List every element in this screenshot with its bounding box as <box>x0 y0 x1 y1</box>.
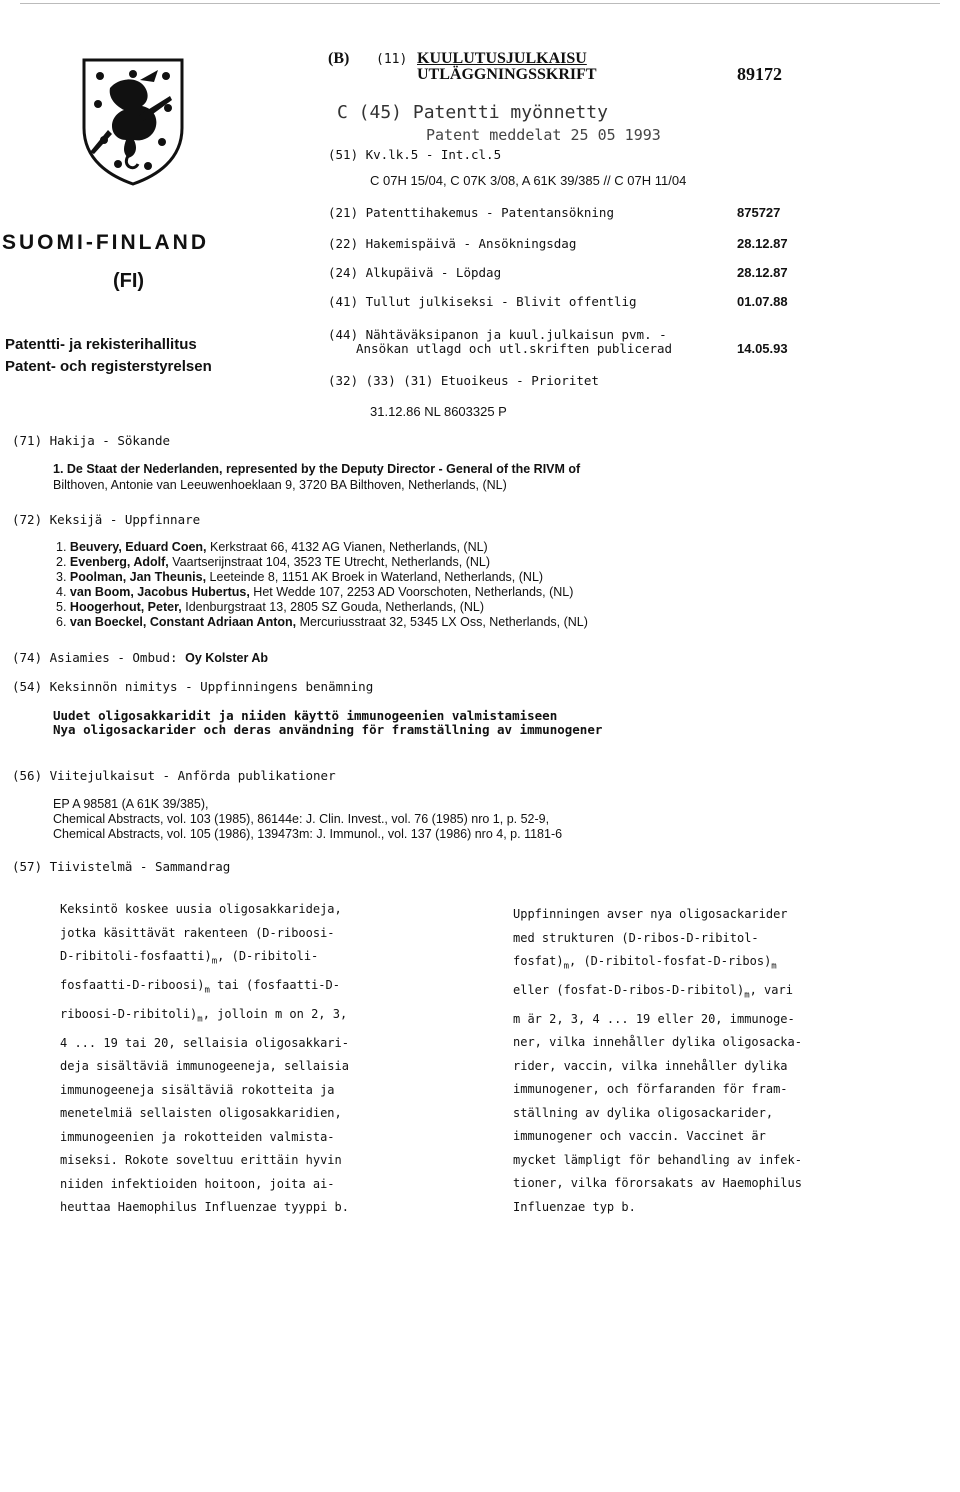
field-21-label: (21) Patenttihakemus - Patentansökning <box>328 205 614 220</box>
field-11: (11) <box>376 52 408 67</box>
abstract-sv-line: eller $(fosfat-D-ribos-D-ribitol)_m$, vari <box>513 982 793 1001</box>
abstract-fi-line: niiden infektioiden hoitoon, joita ai- <box>60 1176 335 1191</box>
abstract-fi-line: heuttaa Haemophilus Influenzae tyyppi b. <box>60 1200 349 1215</box>
invention-title-sv: Nya oligosackarider och deras användning för framställning av immunogener <box>53 722 603 737</box>
doc-type-code: (B) <box>328 50 350 67</box>
abstract-fi-line: Keksintö koskee uusia oligosakkarideja, <box>60 902 342 916</box>
agent-line: (74) Asiamies - Ombud: Oy Kolster Ab <box>12 650 268 665</box>
field-41-value: 01.07.88 <box>737 294 788 309</box>
country-name: SUOMI-FINLAND <box>2 231 209 254</box>
field-21-value: 875727 <box>737 205 781 220</box>
abstract-sv-line: Uppfinningen avser nya oligosackarider <box>513 907 788 921</box>
abstract-fi-line: fosfaatti-$D-riboosi)_m$ tai (fosfaatti-D- <box>60 977 340 996</box>
invention-title-fi: Uudet oligosakkaridit ja niiden käyttö immunogeenien valmistamiseen <box>53 708 558 723</box>
office-name-sv: Patent- och registerstyrelsen <box>5 358 212 375</box>
grant-line-2: Patent meddelat 25 05 1993 <box>426 126 661 144</box>
abstract-sv-line: ner, vilka innehåller dylika oligosacka- <box>513 1035 802 1050</box>
abstract-fi-line: immunogeeneja sisältäviä rokotteita ja <box>60 1082 335 1097</box>
grant-line: C (45) Patentti myönnetty <box>337 102 608 123</box>
field-44-label: (44) Nähtäväksipanon ja kuul.julkaisun pvm. - <box>328 327 667 342</box>
field-44-label-2: Ansökan utlagd och utl.skriften publicerad <box>356 341 673 356</box>
abstract-sv-line: ställning av dylika oligosackarider, <box>513 1105 774 1120</box>
office-name-fi: Patentti- ja rekisterihallitus <box>5 336 197 353</box>
coat-of-arms-emblem <box>78 56 188 186</box>
field-44-value: 14.05.93 <box>737 341 788 356</box>
inventor-2: 2. Evenberg, Adolf, Vaartserijnstraat 104, 3523 TE Utrecht, Netherlands, (NL) <box>56 555 490 569</box>
abstract-fi-line: miseksi. Rokote soveltuu erittäin hyvin <box>60 1153 342 1168</box>
applicant-line-2: Bilthoven, Antonie van Leeuwenhoeklaan 9, 3720 BA Bilthoven, Netherlands, (NL) <box>53 478 507 492</box>
title-label: (54) Keksinnön nimitys - Uppfinningens benämning <box>12 679 374 694</box>
country-code: (FI) <box>113 270 145 292</box>
abstract-sv <box>513 903 802 1219</box>
abstract-fi-line: riboosi-$D-ribitoli)_m$, jolloin m on 2, 3, <box>60 1006 348 1025</box>
citation-3: Chemical Abstracts, vol. 105 (1986), 139473m: J. Immunol., vol. 137 (1986) nro 4, p. 1181-6 <box>53 827 563 841</box>
abstract-sv-line: mycket lämpligt för behandling av infek- <box>513 1152 802 1167</box>
inventor-6: 6. van Boeckel, Constant Adriaan Anton, Mercuriusstraat 32, 5345 LX Oss, Netherlands, (NL) <box>56 615 588 629</box>
title-sv: UTLÄGGNINGSSKRIFT <box>417 66 597 83</box>
abstract-sv-line: immunogener och vaccin. Vaccinet är <box>513 1129 766 1144</box>
field-51: (51) Kv.lk.5 - Int.cl.5 <box>328 147 502 162</box>
abstract-sv-line: Influenzae typ b. <box>513 1199 636 1214</box>
abstract-sv-line: immunogener, och förfaranden för fram- <box>513 1082 788 1097</box>
abstract-sv-line: rider, vaccin, vilka innehåller dylika <box>513 1058 788 1073</box>
lion-shield-icon <box>78 56 188 186</box>
abstract-fi-line: jotka käsittävät rakenteen (D-riboosi- <box>60 925 335 940</box>
citation-2: Chemical Abstracts, vol. 103 (1985), 86144e: J. Clin. Invest., vol. 76 (1985) nro 1, p. 52-9, <box>53 812 550 826</box>
inventor-1: 1. Beuvery, Eduard Coen, Kerkstraat 66, 4132 AG Vianen, Netherlands, (NL) <box>56 540 488 554</box>
publication-number: 89172 <box>737 64 782 84</box>
field-22-label: (22) Hakemispäivä - Ansökningsdag <box>328 236 577 251</box>
field-32-label: (32) (33) (31) Etuoikeus - Prioritet <box>328 373 599 388</box>
field-41-label: (41) Tullut julkiseksi - Blivit offentlig <box>328 294 637 309</box>
priority-value: 31.12.86 NL 8603325 P <box>370 404 507 419</box>
field-22-value: 28.12.87 <box>737 236 788 251</box>
abstract-sv-line: m är 2, 3, 4 ... 19 eller 20, immunoge- <box>513 1011 795 1026</box>
abstract-sv-line: tioner, vilka förorsakats av Haemophilus <box>513 1176 802 1191</box>
abstract-label: (57) Tiivistelmä - Sammandrag <box>12 859 231 874</box>
inventor-4: 4. van Boom, Jacobus Hubertus, Het Wedde 107, 2253 AD Voorschoten, Netherlands, (NL) <box>56 585 574 599</box>
abstract-fi-line: 4 ... 19 tai 20, sellaisia oligosakkari- <box>60 1035 349 1050</box>
abstract-fi-line: deja sisältäviä immunogeeneja, sellaisia <box>60 1059 349 1074</box>
citations-label: (56) Viitejulkaisut - Anförda publikationer <box>12 768 336 783</box>
citation-1: EP A 98581 (A 61K 39/385), <box>53 797 209 811</box>
field-24-value: 28.12.87 <box>737 265 788 280</box>
abstract-sv-line: $fosfat)_m$, $(D-ribitol-fosfat-D-ribos)_m$ <box>513 954 777 972</box>
abstract-fi-line: $D-ribitoli-fosfaatti)_m$, (D-ribitoli- <box>60 949 319 967</box>
top-rule <box>20 3 940 4</box>
classifications: C 07H 15/04, C 07K 3/08, A 61K 39/385 // C 07H 11/04 <box>370 173 687 188</box>
abstract-fi-line: immunogeenien ja rokotteiden valmista- <box>60 1129 335 1144</box>
abstract-fi-line: menetelmiä sellaisten oligosakkaridien, <box>60 1106 342 1121</box>
inventor-3: 3. Poolman, Jan Theunis, Leeteinde 8, 1151 AK Broek in Waterland, Netherlands, (NL) <box>56 570 544 584</box>
title-fi: KUULUTUSJULKAISU <box>417 50 587 67</box>
applicant-line-1: 1. De Staat der Nederlanden, represented by the Deputy Director - General of the RIVM of <box>53 462 581 476</box>
applicant-label: (71) Hakija - Sökande <box>12 433 171 448</box>
inventor-5: 5. Hoogerhout, Peter, Idenburgstraat 13, 2805 SZ Gouda, Netherlands, (NL) <box>56 600 485 614</box>
abstract-fi <box>60 898 349 1220</box>
inventors-label: (72) Keksijä - Uppfinnare <box>12 512 201 527</box>
abstract-sv-line: med strukturen (D-ribos-D-ribitol- <box>513 930 759 945</box>
field-24-label: (24) Alkupäivä - Löpdag <box>328 265 502 280</box>
